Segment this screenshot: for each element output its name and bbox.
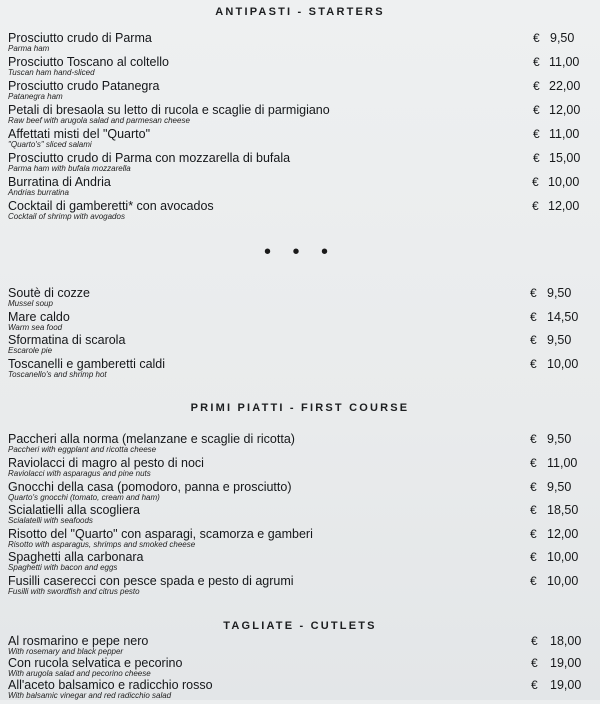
item-price: 11,00 [549, 127, 580, 141]
item-description: Andrias burratina [8, 188, 69, 197]
item-description: Tuscan ham hand-sliced [8, 68, 95, 77]
item-name: Gnocchi della casa (pomodoro, panna e prosciutto) [8, 480, 292, 494]
euro-sign: € [530, 333, 537, 347]
euro-sign: € [531, 656, 538, 670]
item-description: With arugola salad and pecorino cheese [8, 669, 151, 678]
item-description: Parma ham [8, 44, 50, 53]
euro-sign: € [530, 480, 537, 494]
item-name: Risotto del "Quarto" con asparagi, scamorza e gamberi [8, 527, 313, 541]
section-title-antipasti: ANTIPASTI - STARTERS [215, 6, 385, 18]
euro-sign: € [533, 55, 540, 69]
item-price: 11,00 [549, 55, 580, 69]
item-description: Quarto's gnocchi (tomato, cream and ham) [8, 493, 160, 502]
item-price: 18,50 [547, 503, 579, 517]
item-name: Spaghetti alla carbonara [8, 550, 144, 564]
item-name: Scialatielli alla scogliera [8, 503, 141, 517]
item-price: 15,00 [549, 151, 581, 165]
item-name: Con rucola selvatica e pecorino [8, 656, 183, 670]
menu-item [0, 31, 600, 57]
euro-sign: € [531, 678, 538, 692]
item-price: 10,00 [547, 357, 579, 371]
item-description: "Quarto's" sliced salami [8, 140, 92, 149]
menu-item [0, 456, 600, 482]
euro-sign: € [530, 503, 537, 517]
item-description: Spaghetti with bacon and eggs [8, 563, 118, 572]
section-separator: • • • [263, 241, 337, 263]
euro-sign: € [533, 31, 540, 45]
item-description: Parma ham with bufala mozzarella [8, 164, 131, 173]
euro-sign: € [530, 286, 537, 300]
item-name: Prosciutto crudo di Parma [8, 31, 152, 45]
menu-item [0, 678, 600, 704]
menu-item [0, 175, 600, 201]
item-name: Petali di bresaola su letto di rucola e scaglie di parmigiano [8, 103, 330, 117]
item-name: Soutè di cozze [8, 286, 90, 300]
section-title-primi-piatti: PRIMI PIATTI - FIRST COURSE [190, 402, 410, 414]
item-name: Fusilli caserecci con pesce spada e pesto di agrumi [8, 574, 294, 588]
item-description: With rosemary and black pepper [8, 647, 124, 656]
menu-item [0, 103, 600, 129]
item-description: Mussel soup [8, 299, 53, 308]
item-price: 19,00 [550, 678, 582, 692]
item-price: 22,00 [549, 79, 581, 93]
item-description: Toscanello's and shrimp hot [8, 370, 107, 379]
euro-sign: € [533, 79, 540, 93]
menu-item [0, 55, 600, 81]
menu-item [0, 503, 600, 529]
item-description: Patanegra ham [8, 92, 63, 101]
menu-item [0, 432, 600, 458]
item-description: Paccheri with eggplant and ricotta cheese [8, 445, 157, 454]
item-price: 12,00 [548, 199, 580, 213]
menu-item [0, 550, 600, 576]
euro-sign: € [530, 550, 537, 564]
item-price: 10,00 [547, 574, 579, 588]
item-name: Mare caldo [8, 310, 70, 324]
item-description: Escarole pie [8, 346, 53, 355]
euro-sign: € [530, 432, 537, 446]
item-name: Raviolacci di magro al pesto di noci [8, 456, 204, 470]
menu-item [0, 151, 600, 177]
euro-sign: € [533, 151, 540, 165]
item-price: 9,50 [547, 286, 572, 300]
euro-sign: € [530, 574, 537, 588]
item-name: Prosciutto Toscano al coltello [8, 55, 169, 69]
item-name: Prosciutto crudo di Parma con mozzarella di bufala [8, 151, 291, 165]
item-name: Al rosmarino e pepe nero [8, 634, 149, 648]
item-price: 10,00 [547, 550, 579, 564]
item-price: 11,00 [547, 456, 578, 470]
menu-item [0, 333, 600, 359]
item-price: 10,00 [548, 175, 580, 189]
euro-sign: € [530, 357, 537, 371]
item-description: Risotto with asparagus, shrimps and smoked cheese [8, 540, 196, 549]
item-description: Cocktail of shrimp with avogados [8, 212, 125, 221]
menu-item [0, 199, 600, 225]
item-name: Paccheri alla norma (melanzane e scaglie di ricotta) [8, 432, 295, 446]
item-description: Raviolacci with asparagus and pine nuts [8, 469, 151, 478]
item-description: Scialatelli with seafoods [8, 516, 93, 525]
section-title-tagliate: TAGLIATE - CUTLETS [223, 620, 377, 632]
euro-sign: € [530, 310, 537, 324]
item-name: Cocktail di gamberetti* con avocados [8, 199, 214, 213]
menu-item [0, 127, 600, 153]
item-price: 14,50 [547, 310, 579, 324]
item-price: 9,50 [547, 480, 572, 494]
item-price: 9,50 [547, 333, 572, 347]
item-description: Fusilli with swordfish and citrus pesto [8, 587, 140, 596]
euro-sign: € [532, 199, 539, 213]
item-price: 12,00 [547, 527, 579, 541]
euro-sign: € [530, 456, 537, 470]
item-price: 9,50 [550, 31, 575, 45]
item-price: 18,00 [550, 634, 582, 648]
item-price: 12,00 [549, 103, 581, 117]
item-description: With balsamic vinegar and red radicchio salad [8, 691, 172, 700]
item-description: Warm sea food [8, 323, 63, 332]
item-name: Burratina di Andria [8, 175, 111, 189]
item-price: 19,00 [550, 656, 582, 670]
menu-item [0, 357, 600, 383]
euro-sign: € [533, 103, 540, 117]
item-price: 9,50 [547, 432, 572, 446]
euro-sign: € [532, 175, 539, 189]
item-name: Affettati misti del "Quarto" [8, 127, 151, 141]
menu-item [0, 574, 600, 600]
item-name: Sformatina di scarola [8, 333, 126, 347]
item-name: Toscanelli e gamberetti caldi [8, 357, 166, 371]
euro-sign: € [531, 634, 538, 648]
item-name: All'aceto balsamico e radicchio rosso [8, 678, 213, 692]
euro-sign: € [533, 127, 540, 141]
item-name: Prosciutto crudo Patanegra [8, 79, 160, 93]
item-description: Raw beef with arugola salad and parmesan cheese [8, 116, 190, 125]
menu-item [0, 79, 600, 105]
euro-sign: € [530, 527, 537, 541]
menu-item [0, 286, 600, 312]
